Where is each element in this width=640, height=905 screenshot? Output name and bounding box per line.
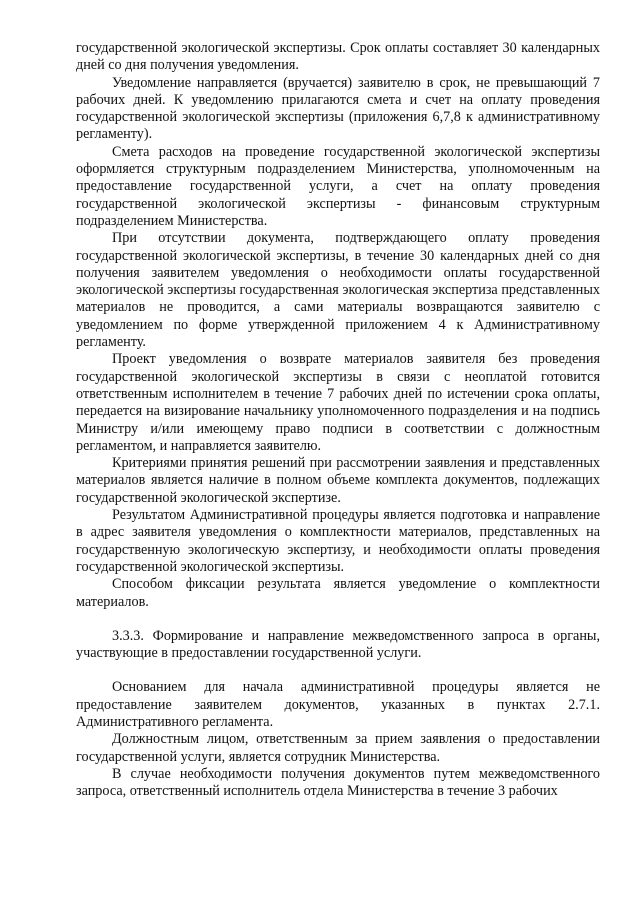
paragraph-criteria: Критериями принятия решений при рассмотрении заявления и представленных материалов является наличие в полном объеме комплекта документов, подлежащих государственной экологической экспертизе. — [76, 455, 600, 506]
paragraph-payment-term: государственной экологической экспертизы. Срок оплаты составляет 30 календарных дней со дня получения уведомления. — [76, 40, 600, 74]
paragraph-basis: Основанием для начала административной процедуры является не предоставление заявителем документов, указанных в пунктах 2.7.1. Административного регламента. — [76, 679, 600, 730]
document-page — [76, 40, 600, 800]
paragraph-responsible-official: Должностным лицом, ответственным за прием заявления о предоставлении государственной услуги, является сотрудник Министерства. — [76, 731, 600, 765]
paragraph-notification: Уведомление направляется (вручается) заявителю в срок, не превышающий 7 рабочих дней. К уведомлению прилагаются смета и счет на оплату проведения государственной экологической экспертизы (приложения 6,7,8 к административному регламенту). — [76, 74, 600, 143]
paragraph-estimate: Смета расходов на проведение государственной экологической экспертизы оформляется структурным подразделением Министерства, уполномоченным на предоставление государственной услуги, а счет на оплату проведения государственной экологической экспертизы - финансовым структурным подразделением Министерства. — [76, 143, 600, 229]
paragraph-absence-of-payment: При отсутствии документа, подтверждающего оплату проведения государственной экологической экспертизы, в течение 30 календарных дней со дня получения заявителем уведомления о необходимости оплаты государственной экологической экспертизы государственная экологическая экспертиза представленных материалов не проводится, а сами материалы возвращаются заявителю с уведомлением по форме утвержденной приложением 4 к Административному регламенту. — [76, 230, 600, 351]
paragraph-return-notice: Проект уведомления о возврате материалов заявителя без проведения государственной экологической экспертизы в связи с неоплатой готовится ответственным исполнителем в течение 7 рабочих дней по истечении срока оплаты, передается на визирование начальнику уполномоченного подразделения и на подпись Министру и/или имеющему право подписи в соответствии с должностным регламентом, и направляется заявителю. — [76, 351, 600, 454]
paragraph-interagency-request: В случае необходимости получения документов путем межведомственного запроса, ответственный исполнитель отдела Министерства в течение 3 рабочих — [76, 765, 600, 800]
section-heading-3-3-3: 3.3.3. Формирование и направление межведомственного запроса в органы, участвующие в предоставлении государственной услуги. — [76, 627, 600, 662]
paragraph-fixation: Способом фиксации результата является уведомление о комплектности материалов. — [76, 576, 600, 610]
paragraph-result: Результатом Административной процедуры является подготовка и направление в адрес заявителя уведомления о комплектности материалов, представленных на государственную экологическую экспертизу, и необходимости оплаты проведения государственной экологической экспертизы. — [76, 507, 600, 575]
